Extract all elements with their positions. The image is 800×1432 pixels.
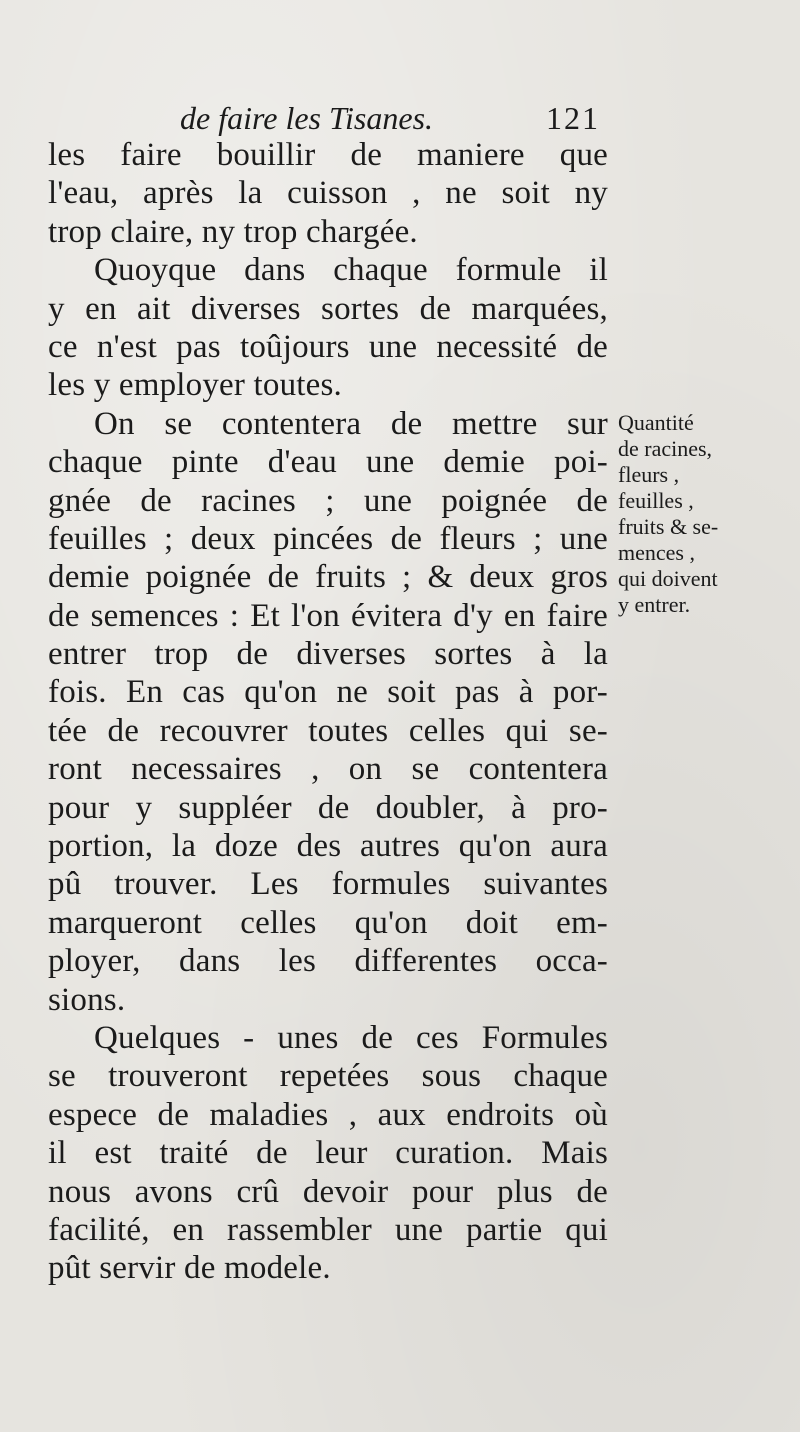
text-line: entrer trop de diverses sortes à la xyxy=(48,636,608,673)
text-line: pour y suppléer de doubler, à pro- xyxy=(48,789,608,826)
text-line: tée de recouvrer toutes celles qui se- xyxy=(48,712,608,749)
margin-note-line: feuilles , xyxy=(618,488,694,513)
paragraph-start-line: Quelques - unes de ces Formules xyxy=(94,1019,608,1056)
margin-note-line: y entrer. xyxy=(618,592,691,617)
text-line: gnée de racines ; une poignée de xyxy=(48,482,608,519)
text-line: il est traité de leur curation. Mais xyxy=(48,1135,608,1172)
paragraph-start-line: On se contentera de mettre sur xyxy=(94,405,608,442)
text-line: les y employer toutes. xyxy=(48,367,343,404)
text-line: espece de maladies , aux endroits où xyxy=(48,1096,608,1133)
text-line: ce n'est pas toûjours une necessité de xyxy=(48,328,608,365)
margin-note xyxy=(618,410,788,618)
text-line: demie poignée de fruits ; & deux gros xyxy=(48,559,608,596)
text-line: l'eau, après la cuisson , ne soit ny xyxy=(48,175,608,212)
text-line: les faire bouillir de maniere que xyxy=(48,137,608,173)
text-line: ployer, dans les differentes occa- xyxy=(48,943,608,980)
margin-note-line: qui doivent xyxy=(618,566,718,591)
margin-note-line: fruits & se- xyxy=(618,514,719,539)
text-line: fois. En cas qu'on ne soit pas à por- xyxy=(48,674,608,711)
margin-note-line: fleurs , xyxy=(618,462,680,487)
page-number: 121 xyxy=(546,100,600,136)
body-text xyxy=(48,136,608,1288)
margin-note-line: mences , xyxy=(618,540,695,565)
text-line: pût servir de modele. xyxy=(48,1250,331,1287)
margin-note-line: Quantité xyxy=(618,410,694,435)
text-line: se trouveront repetées sous chaque xyxy=(48,1058,608,1095)
paragraph-start-line: Quoyque dans chaque formule il xyxy=(94,252,608,289)
text-line: feuilles ; deux pincées de fleurs ; une xyxy=(48,520,608,557)
text-line: marqueront celles qu'on doit em- xyxy=(48,904,608,941)
text-line: sions. xyxy=(48,981,126,1018)
text-line: facilité, en rassembler une partie qui xyxy=(48,1211,608,1248)
running-head xyxy=(180,98,600,138)
running-title: de faire les Tisanes. xyxy=(180,100,434,136)
text-line: ront necessaires , on se contentera xyxy=(48,751,608,788)
text-line: chaque pinte d'eau une demie poi- xyxy=(48,444,608,481)
text-line: y en ait diverses sortes de marquées, xyxy=(48,290,608,327)
text-line: de semences : Et l'on évitera d'y en faire xyxy=(48,597,608,634)
margin-note-line: de racines, xyxy=(618,436,713,461)
text-line: portion, la doze des autres qu'on aura xyxy=(48,828,608,865)
text-line: trop claire, ny trop chargée. xyxy=(48,213,418,250)
text-line: pû trouver. Les formules suivantes xyxy=(48,866,608,903)
text-line: nous avons crû devoir pour plus de xyxy=(48,1173,608,1210)
